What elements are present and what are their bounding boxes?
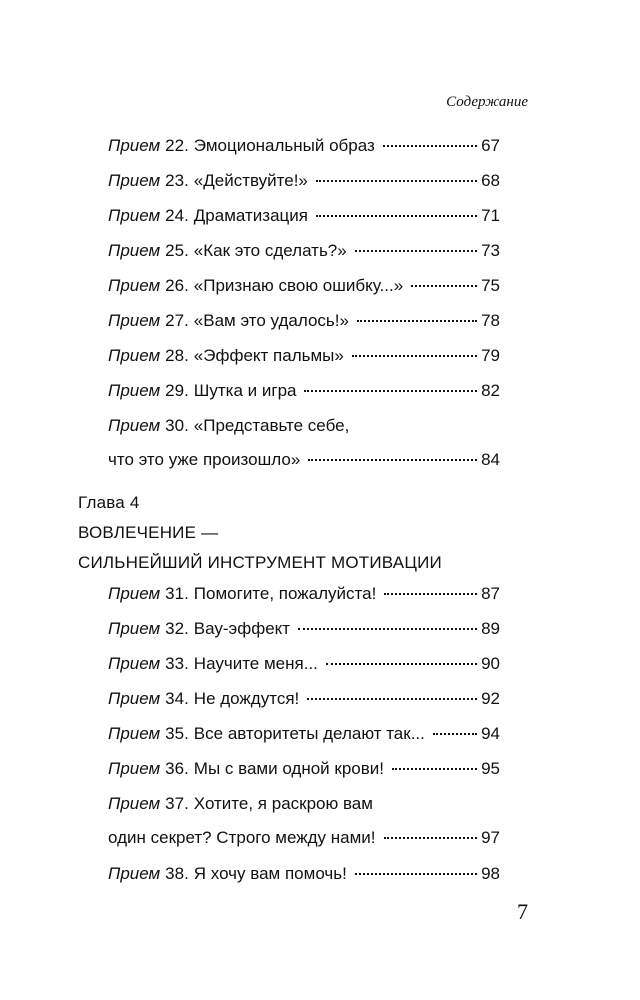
entry-number: 24. [165,206,189,225]
entry-page: 92 [481,689,500,708]
entry-title: Я хочу вам помочь! [193,864,347,883]
entry-page: 87 [481,584,500,603]
toc-entry[interactable] [108,612,500,646]
entry-number: 33. [165,654,189,673]
entry-page: 68 [481,171,500,190]
entry-title: Вау-эффект [193,619,291,638]
entry-title-continued: что это уже произошло» [108,450,301,469]
entry-page: 71 [481,206,500,225]
dot-leader [316,215,477,217]
entry-page: 73 [481,241,500,260]
entry-page: 67 [481,136,500,155]
entry-title: Хотите, я раскрою вам [193,794,373,813]
toc-entry[interactable] [108,374,500,408]
entry-number: 32. [165,619,189,638]
toc-entry[interactable] [108,752,500,786]
entry-page: 84 [481,450,500,469]
entry-prefix: Прием [108,136,161,155]
toc-entry[interactable] [108,577,500,611]
dot-leader [308,459,477,461]
entry-title: Драматизация [193,206,308,225]
toc-entry[interactable] [108,682,500,716]
entry-title: «Представьте себе, [193,416,350,435]
dot-leader [355,250,477,252]
entry-prefix: Прием [108,416,161,435]
entry-prefix: Прием [108,206,161,225]
chapter-heading [78,488,442,578]
toc-entry[interactable] [108,857,500,891]
toc-entry[interactable] [108,164,500,198]
entry-title: Помогите, пожалуйста! [193,584,377,603]
dot-leader [384,837,478,839]
entry-prefix: Прием [108,759,161,778]
entry-page: 90 [481,654,500,673]
entry-number: 26. [165,276,189,295]
entry-page: 97 [481,828,500,847]
entry-title: Эмоциональный образ [193,136,375,155]
entry-page: 98 [481,864,500,883]
running-header: Содержание [446,94,528,110]
dot-leader [411,285,477,287]
entry-number: 35. [165,724,189,743]
dot-leader [357,320,477,322]
entry-title: «Действуйте!» [193,171,308,190]
entry-prefix: Прием [108,584,161,603]
entry-title: Не дождутся! [193,689,300,708]
entry-page: 89 [481,619,500,638]
entry-title: Мы с вами одной крови! [193,759,384,778]
dot-leader [384,593,477,595]
entry-title: Научите меня... [193,654,318,673]
entry-prefix: Прием [108,276,161,295]
chapter-label: Глава 4 [78,493,140,512]
page-number: 7 [517,899,528,924]
entry-number: 28. [165,346,189,365]
dot-leader [392,768,477,770]
entry-prefix: Прием [108,794,161,813]
entry-prefix: Прием [108,381,161,400]
entry-number: 37. [165,794,189,813]
toc-entry[interactable] [108,787,500,855]
toc-entry[interactable] [108,199,500,233]
toc-entry[interactable] [108,339,500,373]
entry-prefix: Прием [108,311,161,330]
entry-number: 23. [165,171,189,190]
entry-page: 94 [481,724,500,743]
entry-prefix: Прием [108,619,161,638]
entry-prefix: Прием [108,864,161,883]
dot-leader [352,355,477,357]
entry-number: 34. [165,689,189,708]
entry-prefix: Прием [108,654,161,673]
entry-page: 82 [481,381,500,400]
entry-prefix: Прием [108,171,161,190]
toc-entry[interactable] [108,304,500,338]
entry-title: «Признаю свою ошибку...» [193,276,404,295]
toc-entry[interactable] [108,647,500,681]
entry-title-continued: один секрет? Строго между нами! [108,828,376,847]
entry-number: 25. [165,241,189,260]
chapter-title-line-2: СИЛЬНЕЙШИЙ ИНСТРУМЕНТ МОТИВАЦИИ [78,553,442,572]
dot-leader [307,698,477,700]
entry-title: Все авторитеты делают так... [193,724,425,743]
entry-page: 75 [481,276,500,295]
entry-number: 30. [165,416,189,435]
entry-number: 31. [165,584,189,603]
dot-leader [304,390,477,392]
dot-leader [433,733,477,735]
toc-entry[interactable] [108,409,500,477]
entry-number: 38. [165,864,189,883]
toc-entry[interactable] [108,269,500,303]
entry-number: 29. [165,381,189,400]
entry-page: 79 [481,346,500,365]
dot-leader [355,873,477,875]
entry-prefix: Прием [108,241,161,260]
dot-leader [316,180,477,182]
entry-title: «Вам это удалось!» [193,311,349,330]
entry-number: 27. [165,311,189,330]
entry-page: 78 [481,311,500,330]
dot-leader [298,628,477,630]
entry-title: «Как это сделать?» [193,241,347,260]
toc-entry[interactable] [108,129,500,163]
entry-title: Шутка и игра [193,381,297,400]
entry-prefix: Прием [108,346,161,365]
dot-leader [383,145,477,147]
entry-prefix: Прием [108,724,161,743]
entry-number: 22. [165,136,189,155]
entry-prefix: Прием [108,689,161,708]
entry-title: «Эффект пальмы» [193,346,344,365]
toc-entry[interactable] [108,717,500,751]
entry-number: 36. [165,759,189,778]
toc-entry[interactable] [108,234,500,268]
dot-leader [326,663,477,665]
chapter-title-line-1: ВОВЛЕЧЕНИЕ — [78,523,219,542]
entry-page: 95 [481,759,500,778]
